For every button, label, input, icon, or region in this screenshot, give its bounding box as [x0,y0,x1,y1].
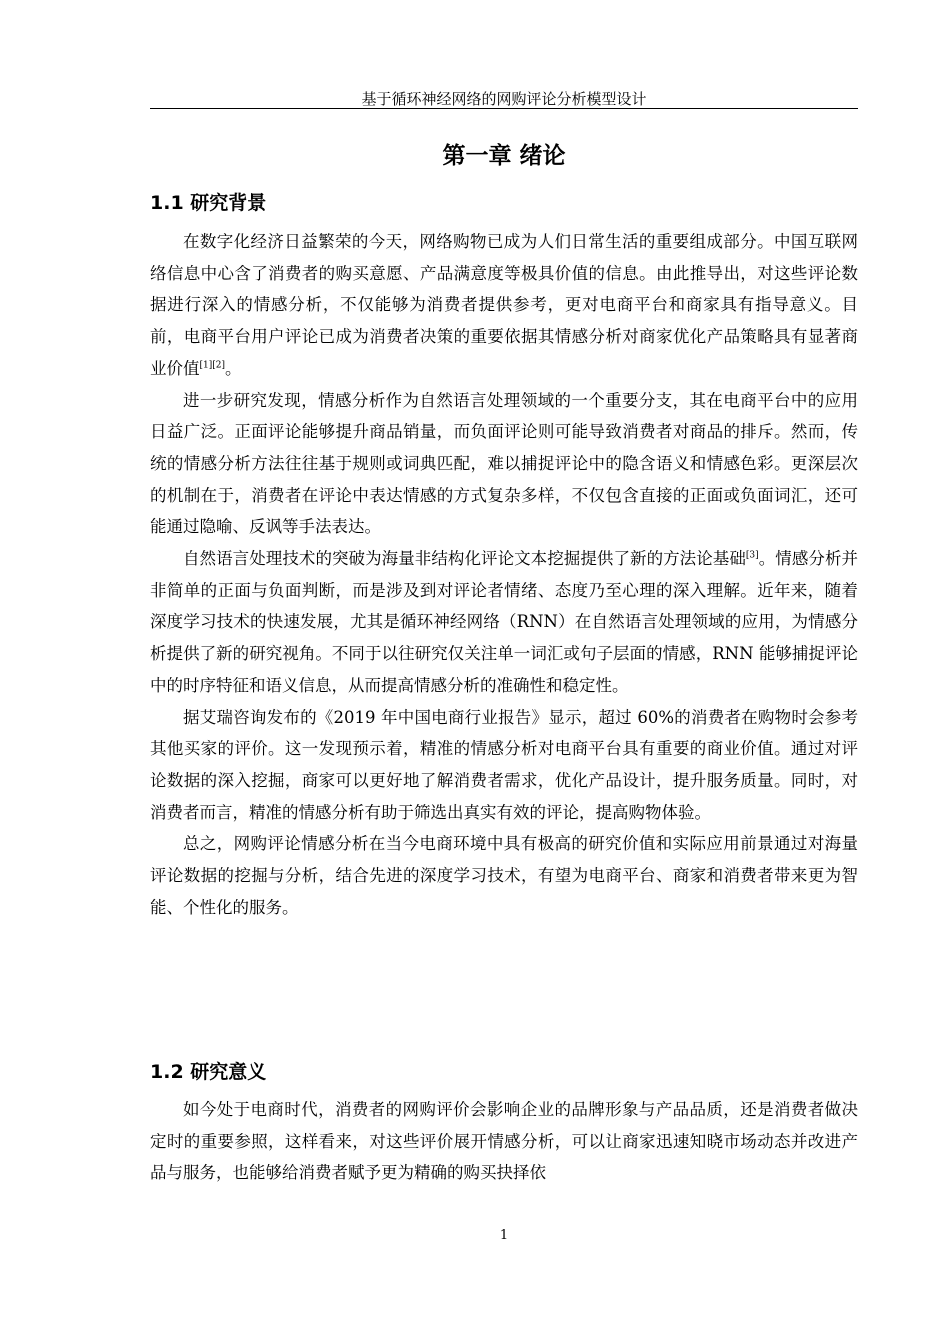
running-header: 基于循环神经网络的网购评论分析模型设计 [361,90,647,108]
section-body-significance [150,1094,858,1189]
paragraph: 总之，网购评论情感分析在当今电商环境中具有极高的研究价值和实际应用前景通过对海量评论数据的挖掘与分析，结合先进的深度学习技术，有望为电商平台、商家和消费者带来更为智能、个性化的服务。 [150,834,858,917]
header-rule [150,108,858,109]
citation: [3] [745,550,759,561]
paragraph: 如今处于电商时代，消费者的网购评价会影响企业的品牌形象与产品品质，还是消费者做决定时的重要参照，这样看来，对这些评价展开情感分析，可以让商家迅速知晓市场动态并改进产品与服务，也能够给消费者赋予更为精确的购买抉择依 [150,1100,858,1183]
section-heading-background: 1.1 研究背景 [150,192,267,214]
paragraph: 进一步研究发现，情感分析作为自然语言处理领域的一个重要分支，其在电商平台中的应用日益广泛。正面评论能够提升商品销量，而负面评论则可能导致消费者对商品的排斥。然而，传统的情感分析方法往往基于规则或词典匹配，难以捕捉评论中的隐含语义和情感色彩。更深层次的机制在于，消费者在评论中表达情感的方式复杂多样，不仅包含直接的正面或负面词汇，还可能通过隐喻、反讽等手法表达。 [150,390,858,537]
paragraph: 自然语言处理技术的突破为海量非结构化评论文本挖掘提供了新的方法论基础[3]。情感分析并非简单的正面与负面判断，而是涉及到对评论者情绪、态度乃至心理的深入理解。近年来，随着深度学习技术的快速发展，尤其是循环神经网络（RNN）在自然语言处理领域的应用，为情感分析提供了新的研究视角。不同于以往研究仅关注单一词汇或句子层面的情感，RNN 能够捕捉评论中的时序特征和语义信息，从而提高情感分析的准确性和稳定性。 [150,549,859,695]
paragraph: 在数字化经济日益繁荣的今天，网络购物已成为人们日常生活的重要组成部分。中国互联网络信息中心含了消费者的购买意愿、产品满意度等极具价值的信息。由此推导出，对这些评论数据进行深入的情感分析，不仅能够为消费者提供参考，更对电商平台和商家具有指导意义。目前，电商平台用户评论已成为消费者决策的重要依据其情感分析对商家优化产品策略具有显著商业价值[1][2]。 [150,232,858,378]
citation: [1][2] [199,360,225,371]
page-number: 1 [499,1228,509,1243]
paragraph: 据艾瑞咨询发布的《2019 年中国电商行业报告》显示，超过 60%的消费者在购物时会参考其他买家的评价。这一发现预示着，精准的情感分析对电商平台具有重要的商业价值。通过对评论数据的深入挖掘，商家可以更好地了解消费者需求，优化产品设计，提升服务质量。同时，对消费者而言，精准的情感分析有助于筛选出真实有效的评论，提高购物体验。 [150,707,858,822]
section-body-background [150,226,858,923]
section-heading-significance: 1.2 研究意义 [150,1061,267,1083]
chapter-title: 第一章 绪论 [442,143,566,169]
